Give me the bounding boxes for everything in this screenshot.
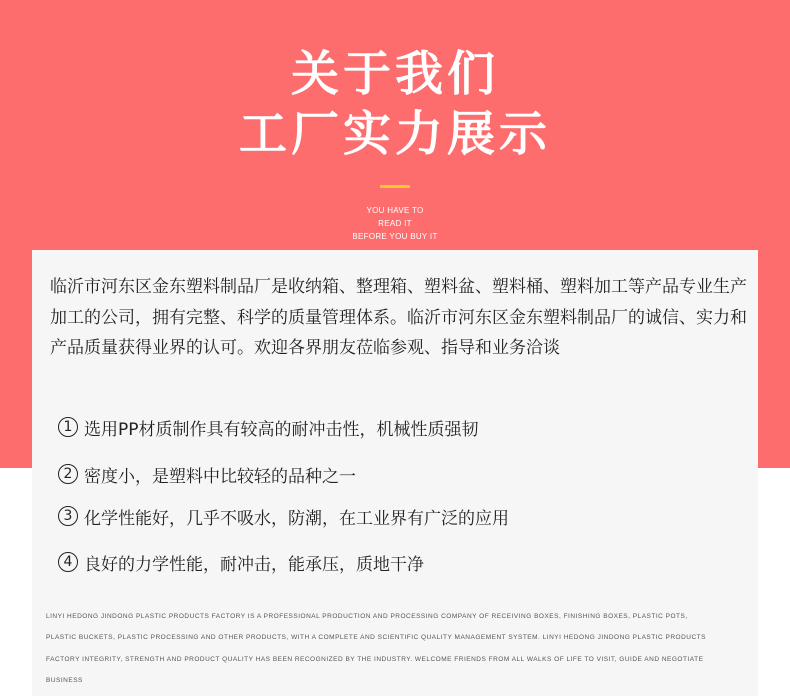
tagline-line: READ IT — [378, 219, 412, 228]
english-description-line: BUSINESS — [46, 677, 83, 684]
feature-item — [58, 461, 356, 487]
feature-number: 1 — [58, 417, 78, 437]
feature-item — [58, 414, 479, 440]
feature-number: 3 — [58, 506, 78, 526]
feature-text: 密度小，是塑料中比较轻的品种之一 — [84, 466, 356, 487]
feature-number: 4 — [58, 552, 78, 572]
company-intro: 临沂市河东区金东塑料制品厂是收纳箱、整理箱、塑料盆、塑料桶、塑料加工等产品专业生产加工的公司，拥有完整、科学的质量管理体系。临沂市河东区金东塑料制品厂的诚信、实力和产品质量获得业界的认可。欢迎各界朋友莅临参观、指导和业务洽谈 — [50, 277, 747, 358]
feature-item — [58, 503, 509, 529]
company-info-card — [32, 250, 758, 696]
page-title: 关于我们 — [290, 46, 499, 102]
feature-text: 良好的力学性能，耐冲击，能承压，质地干净 — [84, 554, 424, 575]
accent-divider — [380, 185, 410, 188]
page-subtitle: 工厂实力展示 — [238, 106, 551, 162]
feature-text: 选用PP材质制作具有较高的耐冲击性，机械性质强韧 — [84, 419, 479, 440]
feature-number: 2 — [58, 464, 78, 484]
tagline-line: BEFORE YOU BUY IT — [352, 232, 438, 241]
feature-text: 化学性能好，几乎不吸水，防潮，在工业界有广泛的应用 — [84, 508, 509, 529]
english-description-line: LINYI HEDONG JINDONG PLASTIC PRODUCTS FACTORY IS A PROFESSIONAL PRODUCTION AND PROCESSING COMPANY OF RECEIVING BOXES, FINISHING BOXES, PLASTIC POTS, — [46, 613, 688, 620]
english-description-line: FACTORY INTEGRITY, STRENGTH AND PRODUCT QUALITY HAS BEEN RECOGNIZED BY THE INDUSTRY. WELCOME FRIENDS FROM ALL WALKS OF LIFE TO VISIT, GUIDE AND NEGOTIATE — [46, 656, 704, 663]
feature-item — [58, 549, 424, 575]
tagline-line: YOU HAVE TO — [366, 206, 424, 215]
english-description-line: PLASTIC BUCKETS, PLASTIC PROCESSING AND OTHER PRODUCTS, WITH A COMPLETE AND SCIENTIFIC QUALITY MANAGEMENT SYSTEM. LINYI HEDONG JINDONG PLASTIC PRODUCTS — [46, 634, 706, 641]
